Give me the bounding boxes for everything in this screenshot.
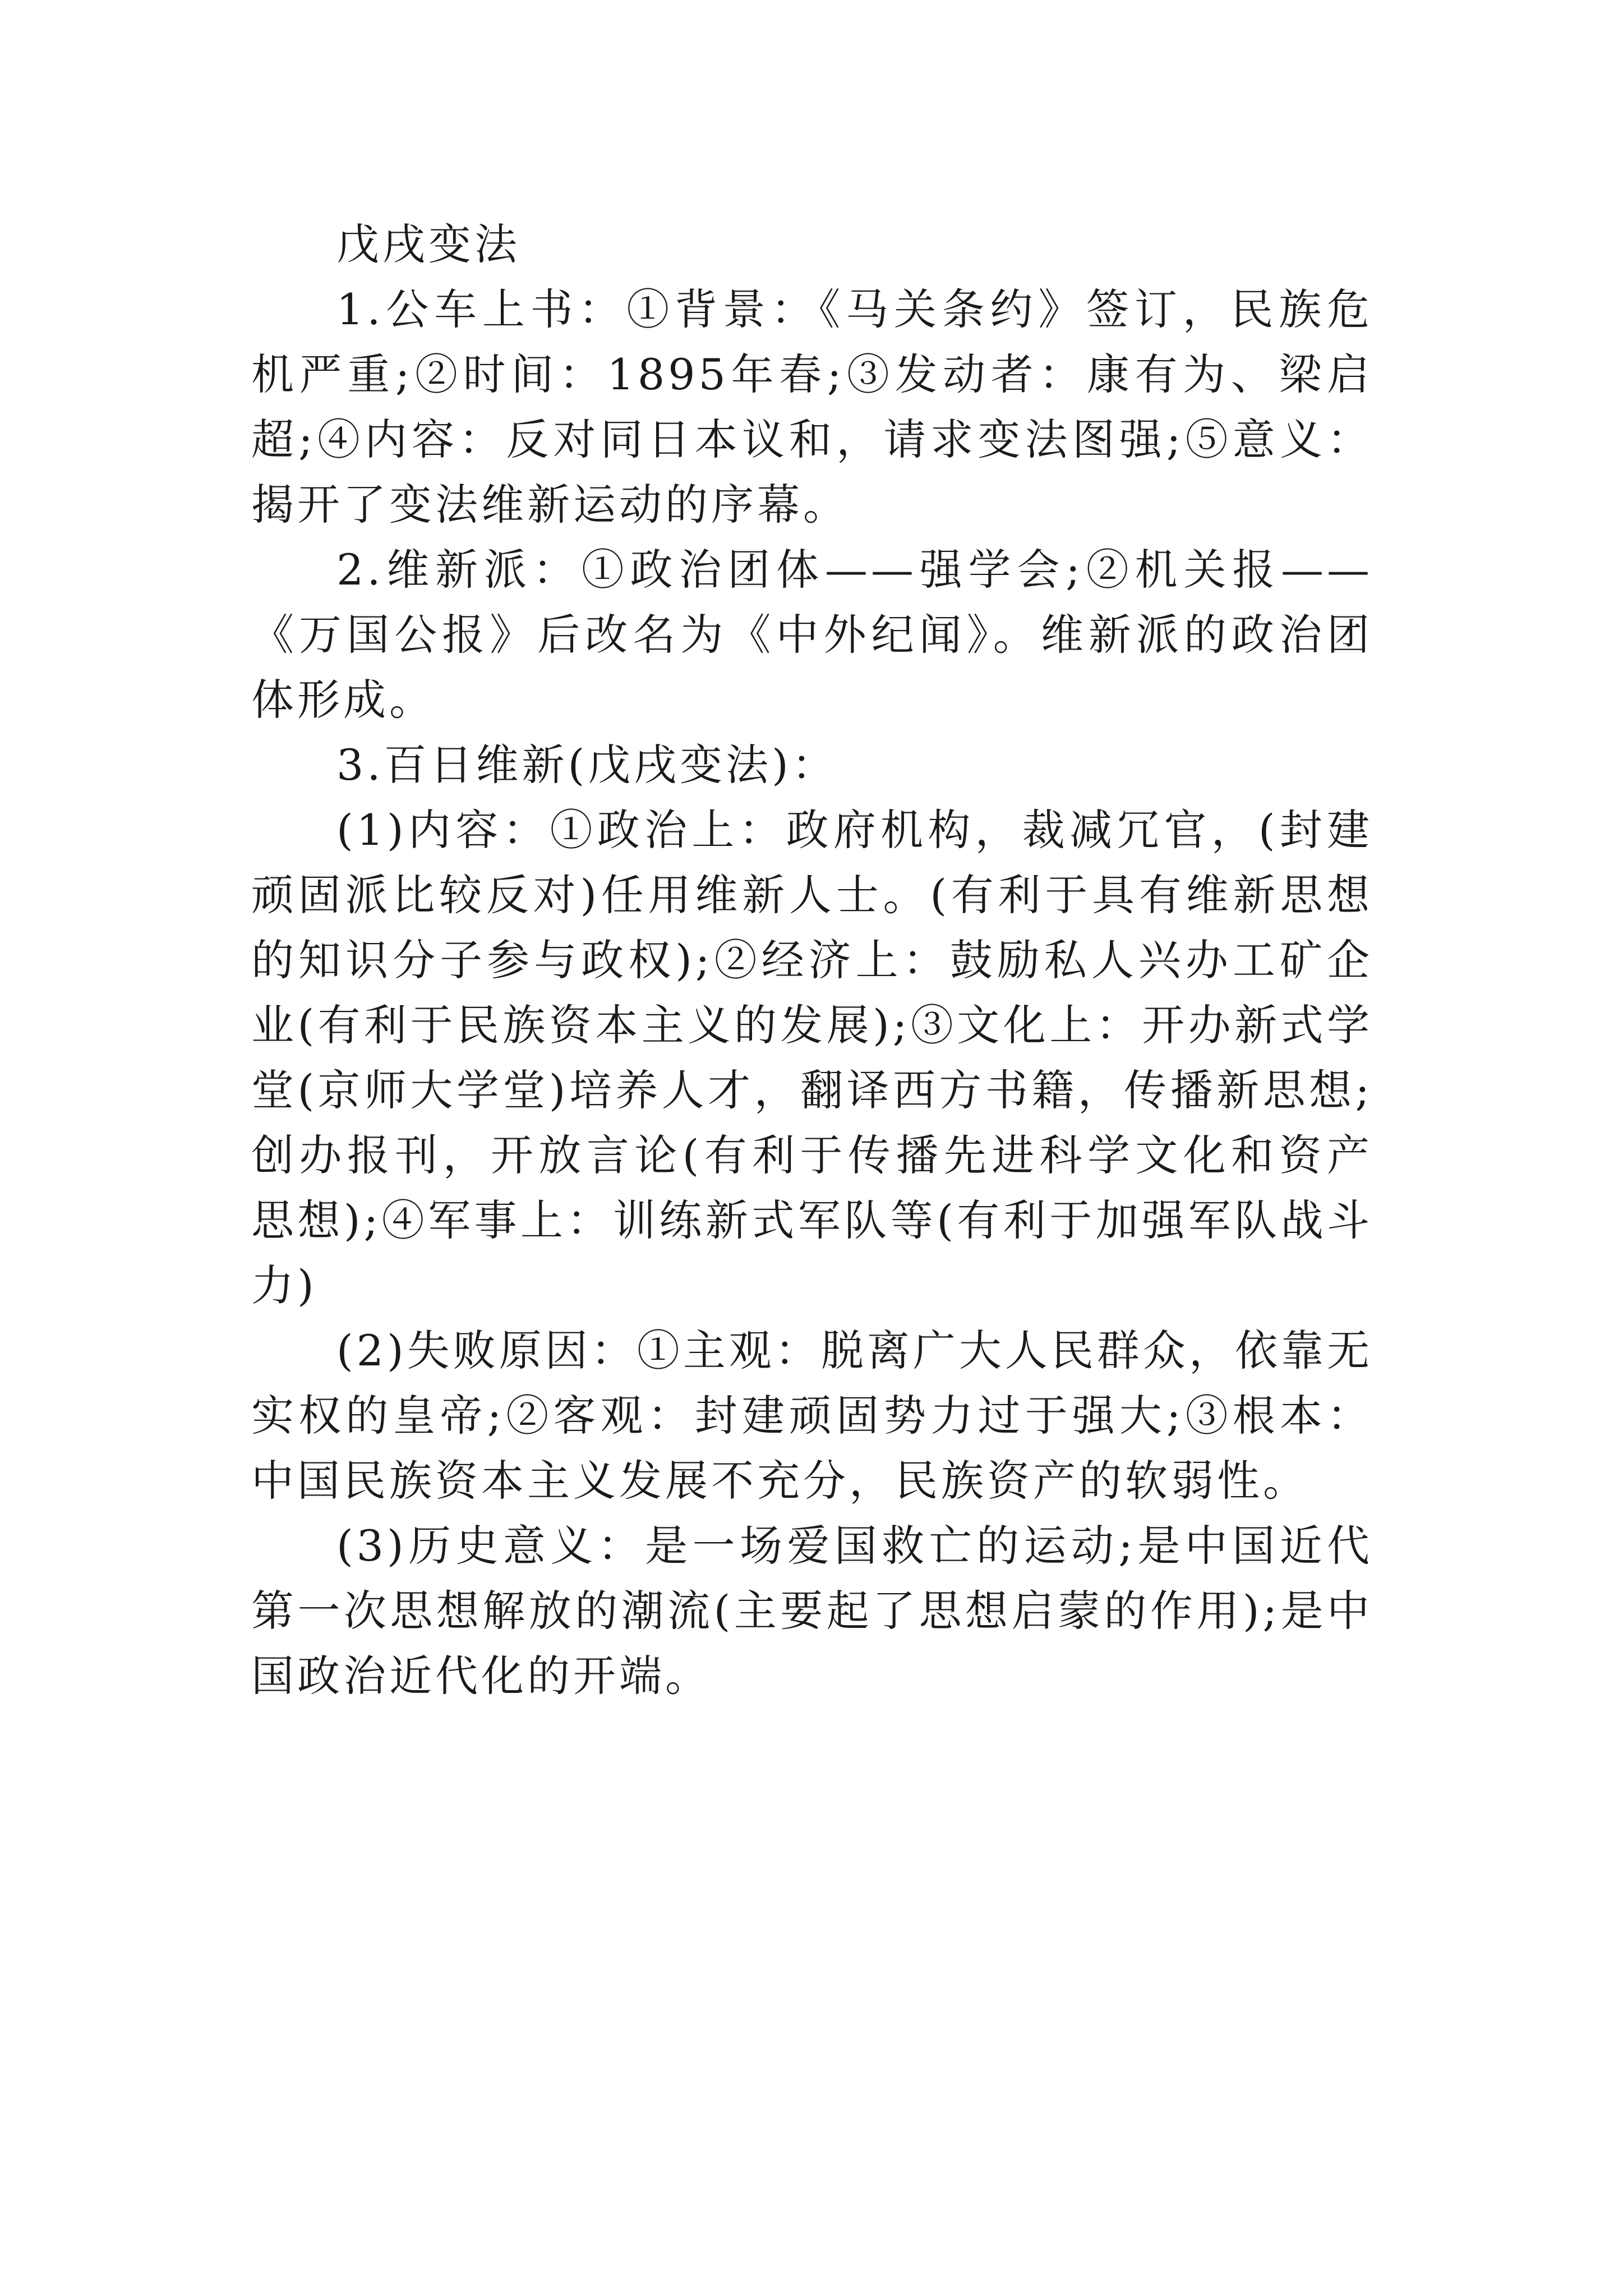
paragraph-failure-reasons: (2)失败原因：①主观：脱离广大人民群众，依靠无实权的皇帝;②客观：封建顽固势力过于强大;③根本：中国民族资本主义发展不充分，民族资产的软弱性。 [251, 1326, 1373, 1506]
paragraph-bairi-weixin-heading: 3.百日维新(戊戌变法)： [336, 740, 838, 790]
paragraph-historical-significance: (3)历史意义：是一场爱国救亡的运动;是中国近代第一次思想解放的潮流(主要起了思想启蒙的作用);是中国政治近代化的开端。 [251, 1521, 1373, 1701]
paragraph-weixin-pai: 2.维新派：①政治团体——强学会;②机关报——《万国公报》后改名为《中外纪闻》。维新派的政治团体形成。 [251, 545, 1373, 725]
document-body [251, 212, 1373, 1709]
document-title: 戊戌变法 [336, 219, 520, 269]
paragraph-gongche-shangshu: 1.公车上书：①背景：《马关条约》签订，民族危机严重;②时间：1895年春;③发动者：康有为、梁启超;④内容：反对同日本议和，请求变法图强;⑤意义：揭开了变法维新运动的序幕。 [251, 284, 1373, 530]
paragraph-content: (1)内容：①政治上：政府机构，裁减冗官，(封建顽固派比较反对)任用维新人士。(有利于具有维新思想的知识分子参与政权);②经济上：鼓励私人兴办工矿企业(有利于民族资本主义的发展);③文化上：开办新式学堂(京师大学堂)培养人才，翻译西方书籍，传播新思想;创办报刊，开放言论(有利于传播先进科学文化和资产思想);④军事上：训练新式军队等(有利于加强军队战斗力) [251, 805, 1373, 1310]
